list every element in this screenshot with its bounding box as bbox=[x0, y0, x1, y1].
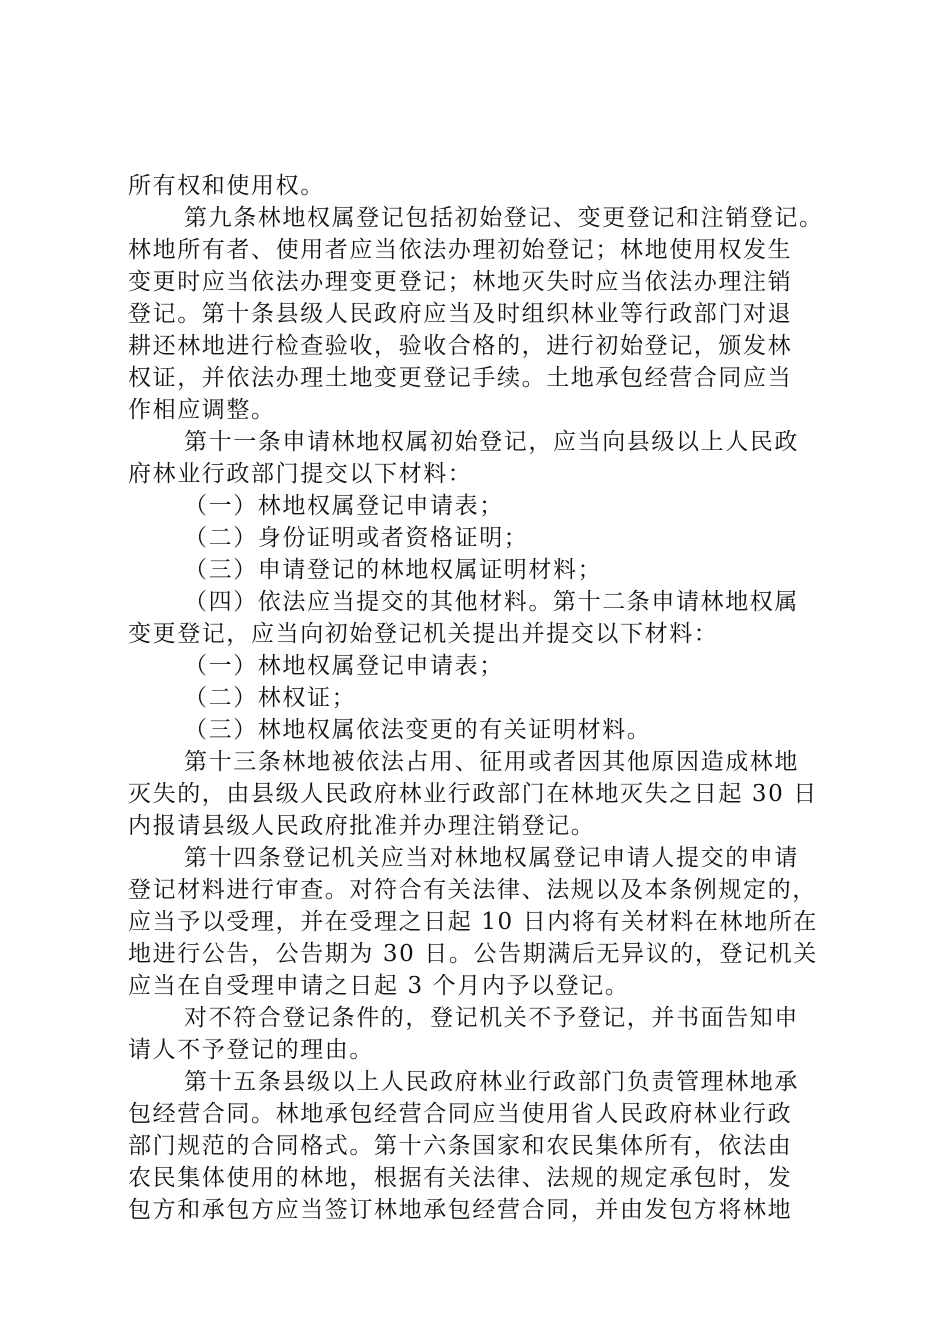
text-line: 包经营合同。林地承包经营合同应当使用省人民政府林业行政 bbox=[128, 1101, 793, 1127]
text-line: 第九条林地权属登记包括初始登记、变更登记和注销登记。 bbox=[184, 205, 824, 231]
text-line: （二）身份证明或者资格证明； bbox=[184, 525, 529, 551]
text-line: 第十三条林地被依法占用、征用或者因其他原因造成林地 bbox=[184, 749, 799, 775]
text-line: 包方和承包方应当签订林地承包经营合同，并由发包方将林地 bbox=[128, 1197, 793, 1223]
text-line: 应当在自受理申请之日起 3 个月内予以登记。 bbox=[128, 973, 630, 999]
text-line: （二）林权证； bbox=[184, 685, 357, 711]
text-line: 第十四条登记机关应当对林地权属登记申请人提交的申请 bbox=[184, 845, 799, 871]
text-line: 第十五条县级以上人民政府林业行政部门负责管理林地承 bbox=[184, 1069, 799, 1095]
text-line: 对不符合登记条件的，登记机关不予登记，并书面告知申 bbox=[184, 1005, 799, 1031]
document-body bbox=[128, 170, 838, 1226]
text-line: 登记。第十条县级人民政府应当及时组织林业等行政部门对退 bbox=[128, 301, 793, 327]
text-line: （一）林地权属登记申请表； bbox=[184, 493, 504, 519]
text-line: （一）林地权属登记申请表； bbox=[184, 653, 504, 679]
text-line: （三）林地权属依法变更的有关证明材料。 bbox=[184, 717, 652, 743]
text-line: 部门规范的合同格式。第十六条国家和农民集体所有，依法由 bbox=[128, 1133, 793, 1159]
text-line: 地进行公告，公告期为 30 日。公告期满后无异议的，登记机关 bbox=[128, 941, 818, 967]
text-line: 所有权和使用权。 bbox=[128, 173, 325, 199]
text-line: 作相应调整。 bbox=[128, 397, 276, 423]
text-line: 农民集体使用的林地，根据有关法律、法规的规定承包时，发 bbox=[128, 1165, 793, 1191]
text-line: 林地所有者、使用者应当依法办理初始登记；林地使用权发生 bbox=[128, 237, 793, 263]
text-line: 登记材料进行审查。对符合有关法律、法规以及本条例规定的， bbox=[128, 877, 817, 903]
text-line: 内报请县级人民政府批准并办理注销登记。 bbox=[128, 813, 596, 839]
text-line: 变更时应当依法办理变更登记；林地灭失时应当依法办理注销 bbox=[128, 269, 793, 295]
text-line: 应当予以受理，并在受理之日起 10 日内将有关材料在林地所在 bbox=[128, 909, 818, 935]
text-line: （三）申请登记的林地权属证明材料； bbox=[184, 557, 603, 583]
text-line: 府林业行政部门提交以下材料： bbox=[128, 461, 473, 487]
text-line: 耕还林地进行检查验收，验收合格的，进行初始登记，颁发林 bbox=[128, 333, 793, 359]
text-line: 变更登记，应当向初始登记机关提出并提交以下材料： bbox=[128, 621, 719, 647]
text-line: 权证，并依法办理土地变更登记手续。土地承包经营合同应当 bbox=[128, 365, 793, 391]
text-line: 灭失的，由县级人民政府林业行政部门在林地灭失之日起 30 日 bbox=[128, 781, 818, 807]
text-line: （四）依法应当提交的其他材料。第十二条申请林地权属 bbox=[184, 589, 799, 615]
text-line: 请人不予登记的理由。 bbox=[128, 1037, 374, 1063]
text-line: 第十一条申请林地权属初始登记，应当向县级以上人民政 bbox=[184, 429, 799, 455]
